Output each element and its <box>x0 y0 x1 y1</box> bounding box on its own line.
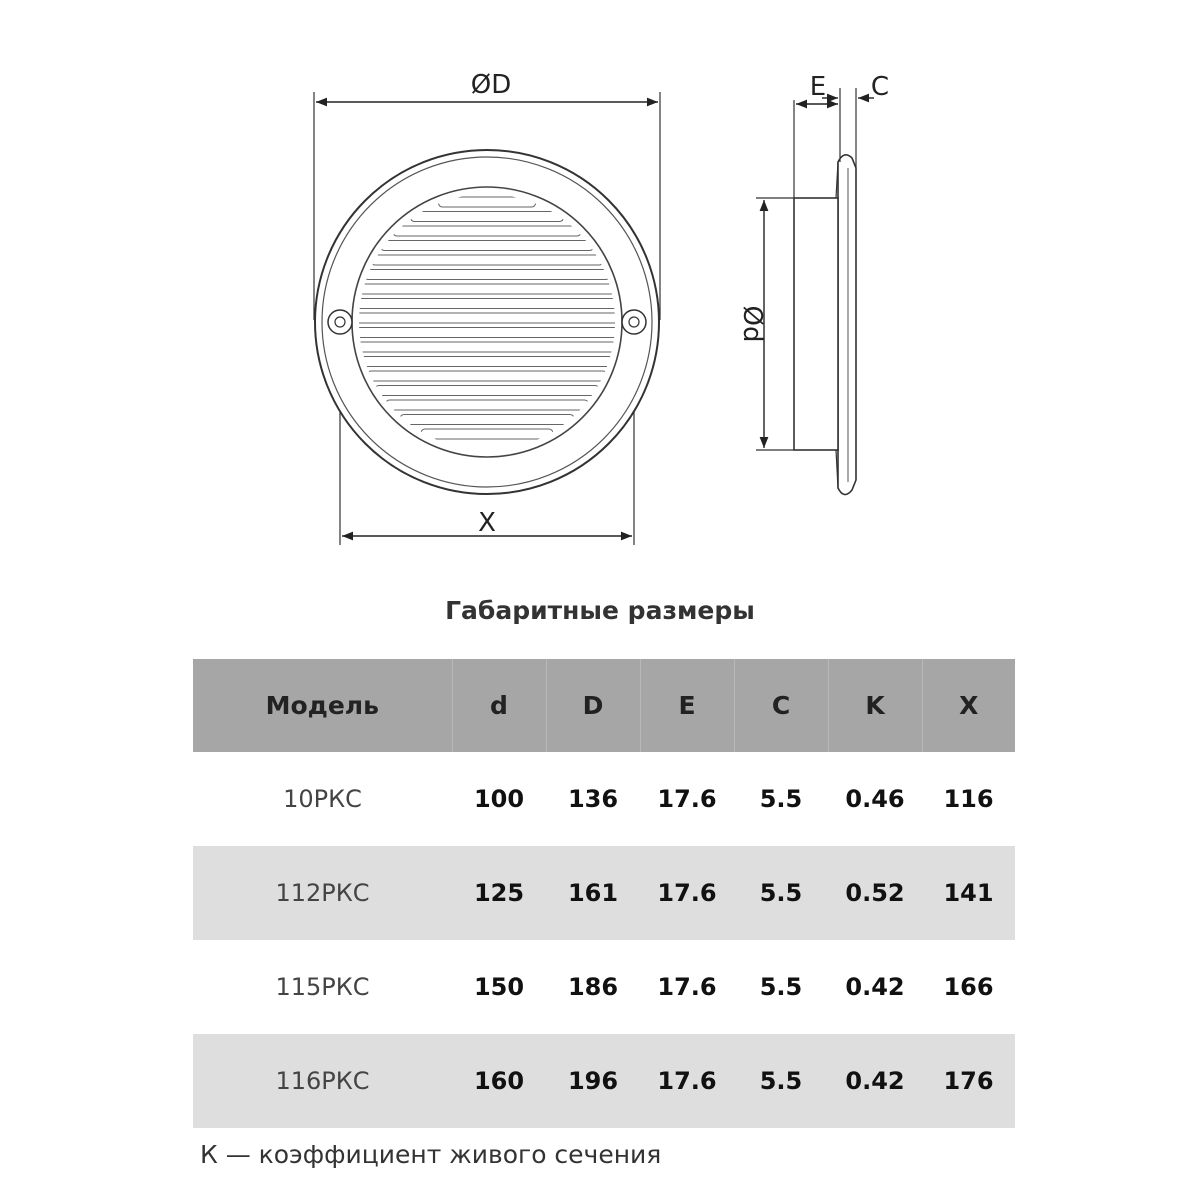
table-header-row <box>193 659 1015 752</box>
cell-E: 17.6 <box>640 846 734 940</box>
screw-hole-left <box>328 310 352 334</box>
cell-E: 17.6 <box>657 973 717 1001</box>
louvre-slat <box>359 284 614 294</box>
cell-K: 0.52 <box>828 846 922 940</box>
louvre-slat <box>375 386 599 396</box>
hole-spacing-label: X <box>478 508 496 538</box>
cell-K: 0.46 <box>845 785 905 813</box>
header-D: D <box>546 659 640 752</box>
cell-C: 5.5 <box>734 1034 828 1128</box>
louvre-slat <box>386 400 589 410</box>
cell-X: 116 <box>943 785 994 813</box>
side-view <box>737 72 889 495</box>
table-row <box>193 846 1015 940</box>
inner-diameter-label: Ød <box>737 305 767 343</box>
header-d: d <box>452 659 546 752</box>
table-row <box>193 1034 1015 1128</box>
cell-d: 100 <box>473 785 525 813</box>
louvre-slat <box>355 328 618 338</box>
header-K: K <box>828 659 922 752</box>
cell-model: 10РКС <box>283 785 362 813</box>
louvre-slat <box>380 241 593 251</box>
side-flange <box>838 155 856 495</box>
cell-d: 160 <box>452 1034 546 1128</box>
cell-D: 161 <box>546 846 640 940</box>
header-C: C <box>734 659 828 752</box>
louvre-slat <box>356 299 617 309</box>
side-spigot <box>794 198 838 450</box>
cell-E: 17.6 <box>640 1034 734 1128</box>
cell-d: 150 <box>473 973 525 1001</box>
cell-D: 186 <box>567 973 619 1001</box>
cell-d: 125 <box>452 846 546 940</box>
cell-X: 176 <box>922 1034 1015 1128</box>
screw-hole-right <box>622 310 646 334</box>
cell-C: 5.5 <box>759 973 803 1001</box>
technical-drawing <box>0 0 1200 580</box>
louvre-slat <box>393 226 581 236</box>
cell-X: 166 <box>943 973 994 1001</box>
cell-D: 196 <box>546 1034 640 1128</box>
footnote: К — коэффициент живого сечения <box>200 1140 662 1169</box>
cell-model: 115РКС <box>275 973 370 1001</box>
dimensions-table <box>193 659 1015 1128</box>
cell-K: 0.42 <box>828 1034 922 1128</box>
header-X: X <box>922 659 1015 752</box>
louvre-slat <box>367 371 607 381</box>
louvre-slat <box>421 429 553 439</box>
louvre-slat <box>371 255 603 265</box>
table-title: Габаритные размеры <box>445 596 755 625</box>
cell-model: 116РКС <box>193 1034 452 1128</box>
front-view <box>314 70 660 545</box>
header-E: E <box>640 659 734 752</box>
table-row <box>193 940 1015 1034</box>
depth-e-label: E <box>809 72 827 102</box>
louvre-slat <box>358 342 617 352</box>
table-row <box>193 752 1015 846</box>
louvre-slat <box>361 357 613 367</box>
cell-E: 17.6 <box>657 785 717 813</box>
outer-diameter-label: ØD <box>470 70 512 100</box>
louvre-slat <box>355 313 619 323</box>
louvre-slat <box>400 415 574 425</box>
cell-C: 5.5 <box>734 846 828 940</box>
thickness-c-label: C <box>870 72 890 102</box>
header-model: Модель <box>193 659 452 752</box>
cell-D: 136 <box>567 785 619 813</box>
cell-C: 5.5 <box>759 785 803 813</box>
louvre-slat <box>364 270 610 280</box>
cell-model: 112РКС <box>193 846 452 940</box>
cell-X: 141 <box>922 846 1015 940</box>
louvre-slat <box>411 212 564 222</box>
cell-K: 0.42 <box>845 973 905 1001</box>
